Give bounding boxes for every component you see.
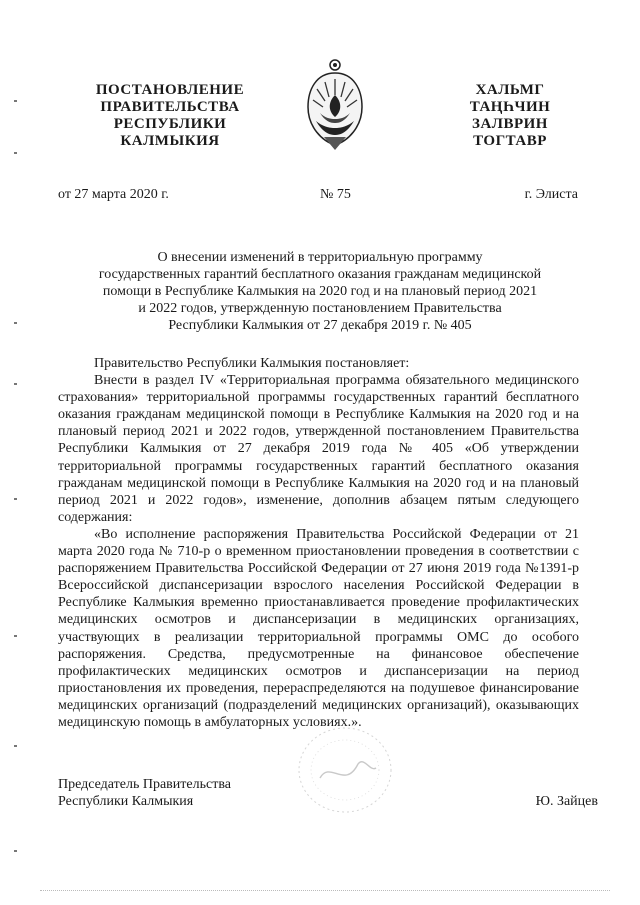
- signatory-role: [58, 776, 598, 810]
- header-left-line: ПРАВИТЕЛЬСТВА: [100, 99, 240, 115]
- body-paragraph-quote: «Во исполнение распоряжения Правительства Российской Федерации от 21 марта 2020 года № 710-р о временном приостановлении проведения в соответствии с распоряжением Правительства Российской Федерации от 27 июня 2019 года №1391-р Всероссийской диспансеризации взрослого населения Российской Федерации в Республике Калмыкия временно приостанавливается проведение профилактических медицинских осмотров и диспансеризации в медицинских организациях, участвующих в реализации территориальной программы ОМС до особого распоряжения. Средства, предусмотренные на финансовое обеспечение профилактических медицинских осмотров и диспансеризации на период приостановления их проведения, перераспределяются на подушевое финансирование медицинских организаций (подразделений медицинских организаций), оказывающих медицинскую помощь в амбулаторных условиях.».: [58, 526, 579, 730]
- scan-margin-marks: [14, 0, 20, 905]
- header-left-line: РЕСПУБЛИКИ: [113, 116, 227, 132]
- signatory-name: Ю. Зайцев: [535, 794, 598, 809]
- document-date: от 27 марта 2020 г.: [58, 187, 169, 202]
- header-right-line: ХАЛЬМГ: [475, 82, 545, 98]
- signatory-role-line: Республики Калмыкия: [58, 794, 194, 809]
- header-right-title: [455, 82, 565, 150]
- document-title: [60, 249, 580, 334]
- header-right-line: ТАҢҺЧИН: [469, 99, 551, 115]
- body-paragraph-amendment: Внести в раздел IV «Территориальная программа обязательного медицинского страхования» территориальной программы государственных гарантий бесплатного оказания гражданам медицинской помощи в Республике Калмыкия на 2020 год и на плановый период 2021 и 2022 годов, утвержденной постановлением Правительства Республики Калмыкия от 27 декабря 2019 года № 405 «Об утверждении территориальной программы государственных гарантий бесплатного оказания гражданам медицинской помощи в Республике Калмыкия на 2020 год и на плановый период 2021 и 2022 годов», изменение, дополнив абзацем пятым следующего содержания:: [58, 373, 579, 525]
- header-right-line: ТОГТАВР: [473, 133, 547, 149]
- title-line: государственных гарантий бесплатного оказания гражданам медицинской: [98, 267, 542, 282]
- header-left-title: [90, 82, 250, 150]
- signature-block: [58, 776, 598, 810]
- title-line: О внесении изменений в территориальную программу: [157, 250, 483, 265]
- signatory-role-line: Председатель Правительства: [58, 777, 231, 792]
- document-city: г. Элиста: [524, 187, 578, 202]
- document-body: [58, 355, 579, 731]
- header-left-line: КАЛМЫКИЯ: [120, 133, 220, 149]
- title-line: Республики Калмыкия от 27 декабря 2019 г. № 405: [168, 318, 472, 333]
- header-left-line: ПОСТАНОВЛЕНИЕ: [95, 82, 245, 98]
- scan-bottom-edge: [40, 890, 610, 892]
- body-paragraph-decree: Правительство Республики Калмыкия постановляет:: [94, 356, 410, 371]
- document-meta-row: [58, 187, 578, 205]
- title-line: помощи в Республике Калмыкия на 2020 год и на плановый период 2021: [102, 284, 538, 299]
- header-right-line: ЗАЛВРИН: [472, 116, 548, 132]
- document-number: № 75: [320, 187, 351, 202]
- coat-of-arms-kalmykia-icon: [300, 55, 370, 155]
- title-line: и 2022 годов, утвержденную постановлением Правительства: [138, 301, 502, 316]
